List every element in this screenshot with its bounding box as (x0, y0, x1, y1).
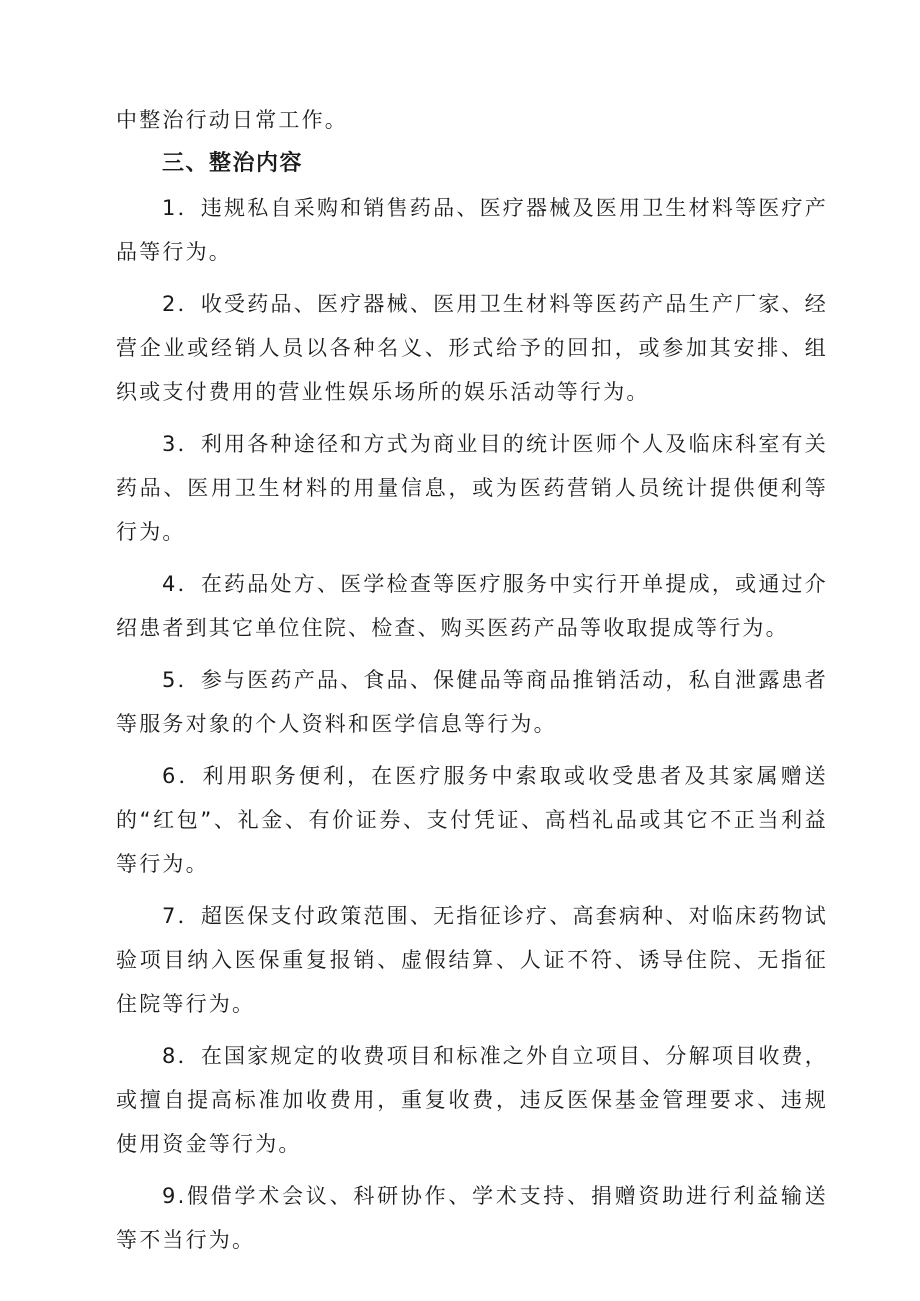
list-item (116, 894, 828, 1026)
item-text: ．收受药品、医疗器械、医用卫生材料等医药产品生产厂家、经营企业或经销人员以各种名义、形式给予的回扣，或参加其安排、组织或支付费用的营业性娱乐场所的娱乐活动等行为。 (116, 292, 828, 404)
list-item (116, 1174, 828, 1262)
item-text: ．在药品处方、医学检查等医疗服务中实行开单提成，或通过介绍患者到其它单位住院、检查、购买医药产品等收取提成等行为。 (116, 572, 828, 640)
list-item (116, 754, 828, 886)
list-item (116, 282, 828, 414)
list-item (116, 422, 828, 554)
item-text: ．利用职务便利，在医疗服务中索取或收受患者及其家属赠送的“红包”、礼金、有价证券、支付凭证、高档礼品或其它不正当利益等行为。 (116, 764, 828, 876)
item-number: 3 (162, 432, 178, 456)
item-number: 9 (162, 1184, 178, 1208)
item-number: 7 (162, 904, 178, 928)
list-item (116, 1034, 828, 1166)
item-number: 1 (162, 196, 178, 220)
item-number: 5 (162, 668, 178, 692)
item-text: ．在国家规定的收费项目和标准之外自立项目、分解项目收费，或擅自提高标准加收费用，重复收费，违反医保基金管理要求、违规使用资金等行为。 (116, 1044, 828, 1156)
item-number: 8 (162, 1044, 178, 1068)
item-number: 6 (162, 764, 178, 788)
section-heading: 三、整治内容 (162, 151, 304, 176)
item-text: ．利用各种途径和方式为商业目的统计医师个人及临床科室有关药品、医用卫生材料的用量信息，或为医药营销人员统计提供便利等行为。 (116, 432, 828, 544)
item-text: ．参与医药产品、食品、保健品等商品推销活动，私自泄露患者等服务对象的个人资料和医学信息等行为。 (116, 668, 828, 736)
item-number: 2 (162, 292, 178, 316)
item-text: ．超医保支付政策范围、无指征诊疗、高套病种、对临床药物试验项目纳入医保重复报销、虚假结算、人证不符、诱导住院、无指征住院等行为。 (116, 904, 828, 1016)
list-item (116, 658, 828, 746)
item-number: 4 (162, 572, 178, 596)
list-item (116, 186, 828, 274)
list-item (116, 562, 828, 650)
item-text: ．违规私自采购和销售药品、医疗器械及医用卫生材料等医疗产品等行为。 (116, 196, 828, 264)
intro-tail-paragraph: 中整治行动日常工作。 (116, 108, 348, 132)
item-text: .假借学术会议、科研协作、学术支持、捐赠资助进行利益输送等不当行为。 (116, 1184, 828, 1252)
